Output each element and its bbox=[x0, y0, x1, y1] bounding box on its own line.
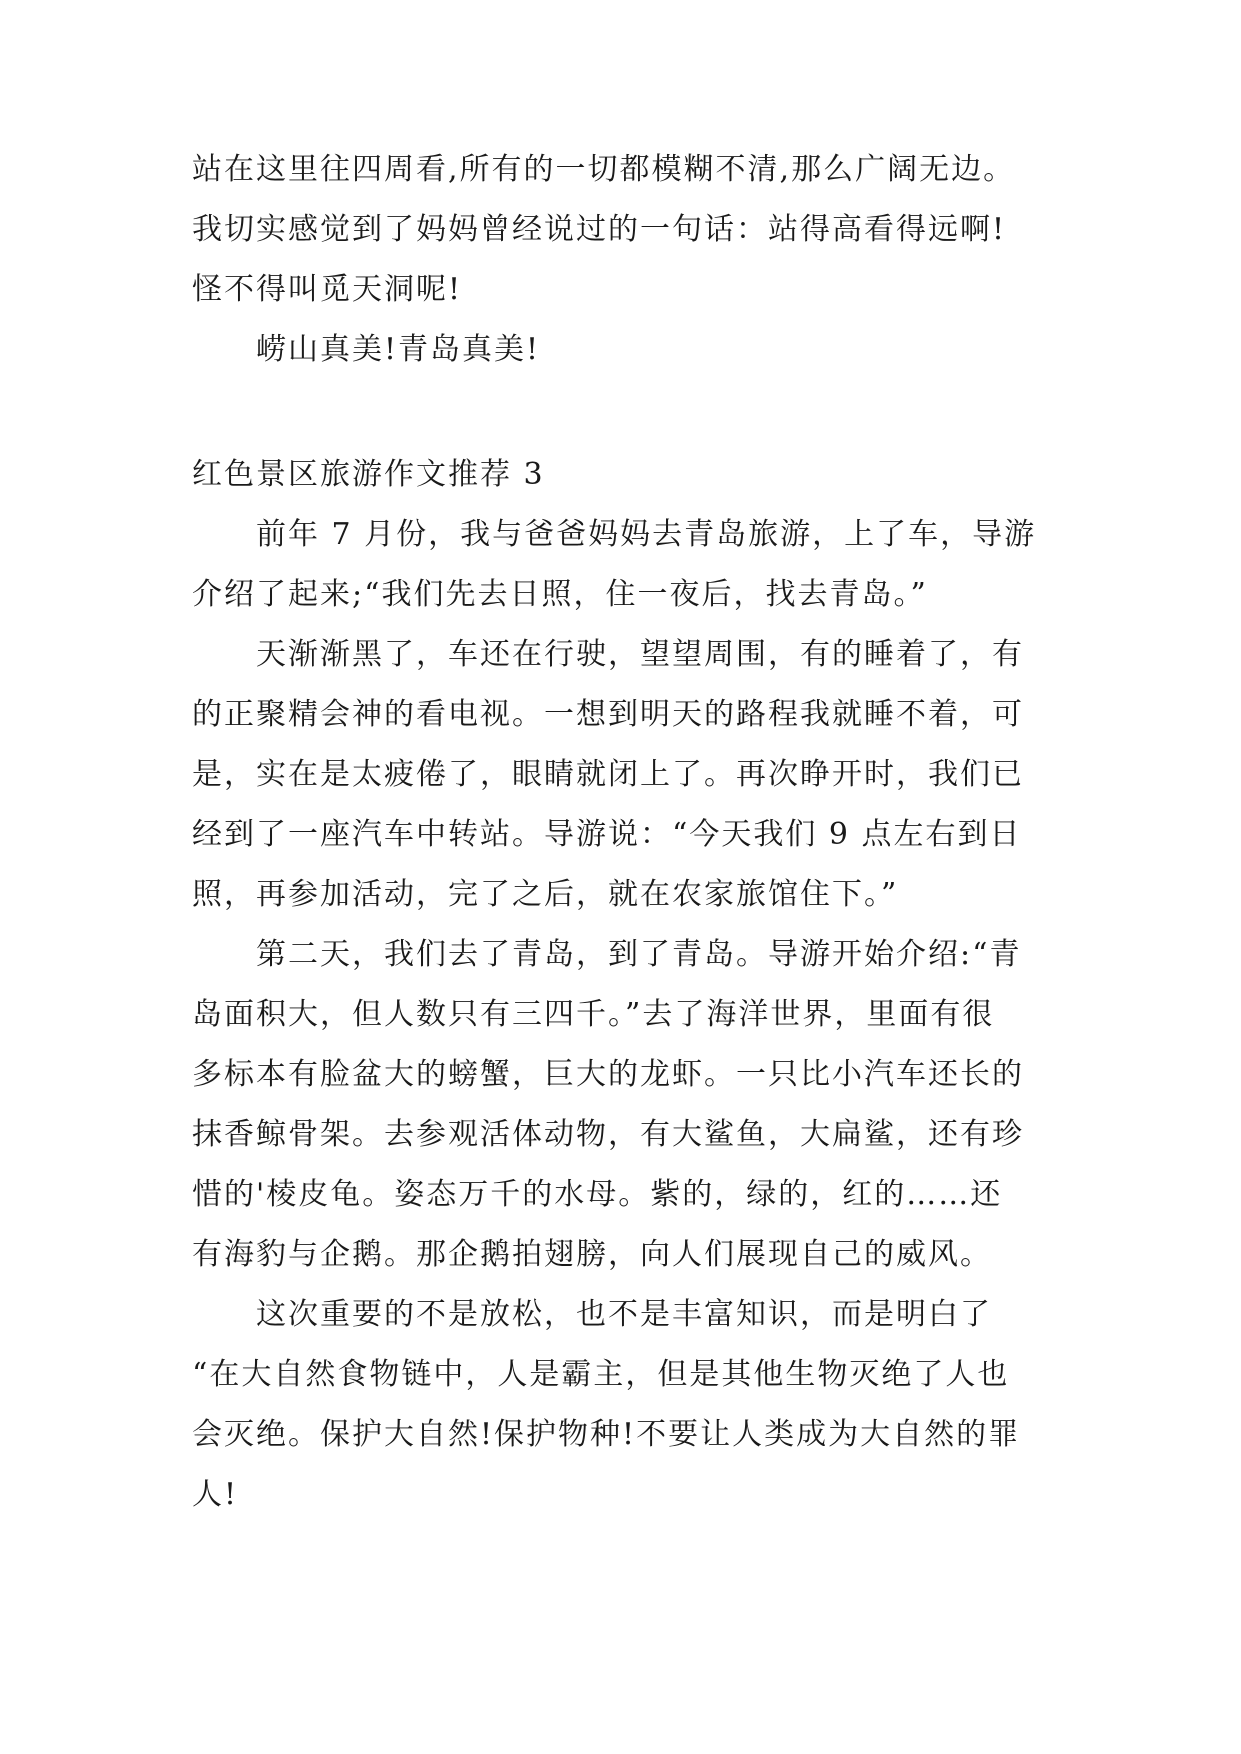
text-line: 照，再参加活动，完了之后，就在农家旅馆住下。” bbox=[192, 877, 899, 912]
text-line: 这次重要的不是放松，也不是丰富知识，而是明白了 bbox=[256, 1297, 992, 1332]
text-line: 惜的'棱皮龟。姿态万千的水母。紫的，绿的，红的……还 bbox=[192, 1177, 1003, 1212]
text-line: 崂山真美!青岛真美! bbox=[256, 332, 541, 367]
text-line: “在大自然食物链中，人是霸主，但是其他生物灭绝了人也 bbox=[192, 1357, 1010, 1392]
text-line: 的正聚精会神的看电视。一想到明天的路程我就睡不着，可 bbox=[192, 697, 1024, 732]
text-line: 人! bbox=[192, 1477, 239, 1512]
text-line: 前年 7 月份，我与爸爸妈妈去青岛旅游，上了车，导游 bbox=[256, 517, 1037, 552]
text-line: 多标本有脸盆大的螃蟹，巨大的龙虾。一只比小汽车还长的 bbox=[192, 1057, 1024, 1092]
text-line: 我切实感觉到了妈妈曾经说过的一句话：站得高看得远啊! bbox=[192, 212, 1007, 247]
text-line: 有海豹与企鹅。那企鹅拍翅膀，向人们展现自己的威风。 bbox=[192, 1237, 992, 1272]
text-line: 抹香鲸骨架。去参观活体动物，有大鲨鱼，大扁鲨，还有珍 bbox=[192, 1117, 1024, 1152]
text-line: 介绍了起来;“我们先去日照，住一夜后，找去青岛。” bbox=[192, 577, 928, 612]
text-line: 经到了一座汽车中转站。导游说：“今天我们 9 点左右到日 bbox=[192, 817, 1022, 852]
text-line: 是，实在是太疲倦了，眼睛就闭上了。再次睁开时，我们已 bbox=[192, 757, 1024, 792]
text-line: 会灭绝。保护大自然!保护物种!不要让人类成为大自然的罪 bbox=[192, 1417, 1021, 1452]
text-line: 站在这里往四周看,所有的一切都模糊不清,那么广阔无边。 bbox=[192, 152, 1016, 187]
section-heading: 红色景区旅游作文推荐 3 bbox=[192, 457, 545, 492]
text-line: 第二天，我们去了青岛，到了青岛。导游开始介绍:“青 bbox=[256, 937, 1022, 972]
text-line: 岛面积大，但人数只有三四千。”去了海洋世界，里面有很 bbox=[192, 997, 995, 1032]
text-line: 天渐渐黑了，车还在行驶，望望周围，有的睡着了，有 bbox=[256, 637, 1024, 672]
text-line: 怪不得叫觅天洞呢! bbox=[192, 272, 463, 307]
